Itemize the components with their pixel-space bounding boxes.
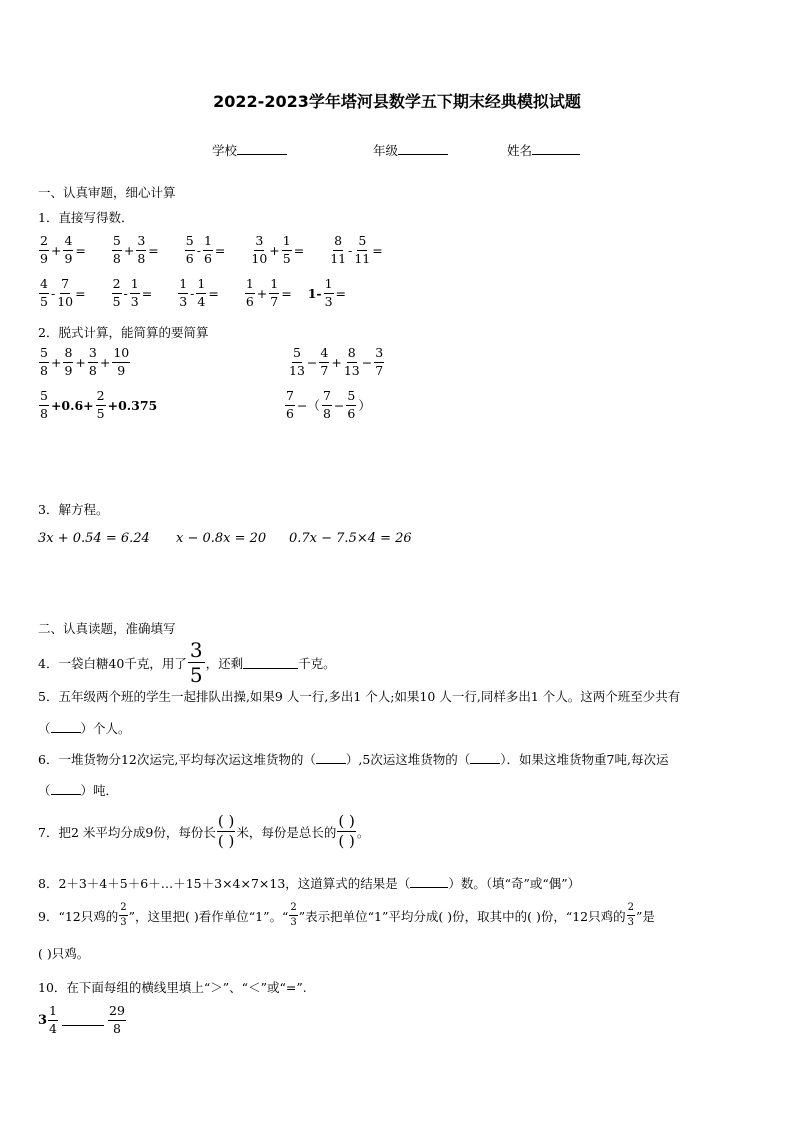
- question-5-line-2: （ ）个人。: [38, 721, 131, 736]
- name-blank[interactable]: [532, 141, 580, 155]
- comparison-blank[interactable]: [62, 1015, 104, 1026]
- question-6-line-2: （ ）吨．: [38, 783, 119, 798]
- answer-blank[interactable]: [51, 720, 81, 733]
- q1-item: $\frac{5}{6}$ - $\frac{1}{6}$ =: [185, 233, 226, 266]
- fraction: $\frac{5}{11}$: [354, 233, 371, 266]
- answer-blank[interactable]: [51, 782, 81, 795]
- equation-2: x − 0.8x = 20: [176, 531, 267, 546]
- q10-comparison: 3 $\frac{1}{4}$ $\frac{29}{8}$: [38, 1003, 125, 1036]
- fraction: $\frac{1}{5}$: [282, 233, 291, 266]
- question-9-line-1: 9．“12只鸡的 $\frac{2}{3}$ ”，这里把( )看作单位“1”。“ $\frac{2}{3}$ ”表示把单位“1”平均分成( )份，取其中的( )份，“12只鸡的 $\frac{2}{3}$ ”是: [38, 902, 655, 928]
- question-8: 8．2＋3＋4＋5＋6＋…＋15＋3×4×7×13，这道算式的结果是（ ）数。（填“奇”或“偶”）: [38, 876, 581, 891]
- q1-item: $\frac{2}{9}$ + $\frac{4}{9}$ =: [40, 233, 86, 266]
- fraction: $\frac{3}{8}$: [137, 233, 146, 266]
- fraction: $\frac{1}{6}$: [245, 276, 254, 309]
- grade-field: [373, 141, 448, 159]
- page-title: 2022-2023学年塔河县数学五下期末经典模拟试题: [213, 92, 581, 111]
- fraction: $\frac{4}{5}$: [40, 276, 48, 309]
- equation-1: 3x + 0.54 = 6.24: [38, 531, 150, 546]
- fraction: $\frac{2}{5}$: [112, 276, 121, 309]
- fraction: $\frac{5}{8}$: [112, 233, 121, 266]
- section-one-heading: 一、认真审题，细心计算: [38, 185, 176, 200]
- fraction: $\frac{7}{10}$: [57, 276, 74, 309]
- fraction: $\frac{1}{3}$: [179, 276, 188, 309]
- q2-expression-2: $\frac{5}{13}$ − $\frac{4}{7}$ + $\frac{8}{13}$ − $\frac{3}{7}$: [289, 345, 384, 378]
- answer-blank[interactable]: [470, 751, 500, 764]
- answer-blank[interactable]: [410, 875, 448, 888]
- q2-expression-4: $\frac{7}{6}$ −（ $\frac{7}{8}$ − $\frac{5}{6}$ ）: [286, 388, 371, 421]
- q1-item: $\frac{4}{5}$ - $\frac{7}{10}$ =: [40, 276, 86, 309]
- q2-expression-1: $\frac{5}{8}$ + $\frac{8}{9}$ + $\frac{3}{8}$ + $\frac{10}{9}$: [40, 345, 130, 378]
- fraction: $\frac{1}{6}$: [203, 233, 212, 266]
- question-2-label: 2．脱式计算，能简算的要简算: [38, 325, 209, 340]
- q1-item: $\frac{1}{6}$ + $\frac{1}{7}$ =: [245, 276, 292, 309]
- question-6-line-1: 6．一堆货物分12次运完,平均每次运这堆货物的（ ）,5次运这堆货物的（ ）．如果这堆货物重7吨,每次运: [38, 752, 669, 767]
- name-field: [507, 141, 580, 159]
- fraction: $\frac{2}{9}$: [40, 233, 48, 266]
- q1-item: $\frac{1}{3}$ - $\frac{1}{4}$ =: [179, 276, 219, 309]
- name-label: 姓名: [507, 143, 533, 158]
- q1-row-2: [38, 278, 347, 308]
- fraction: $\frac{3}{5}$: [189, 638, 203, 687]
- q2-expression-3: $\frac{5}{8}$ +0.6+ $\frac{2}{5}$ +0.375: [40, 388, 158, 421]
- school-field: [212, 141, 287, 159]
- fraction: $\frac{1}{3}$: [324, 276, 333, 309]
- school-label: 学校: [212, 143, 238, 158]
- answer-blank[interactable]: [316, 751, 346, 764]
- grade-blank[interactable]: [398, 141, 448, 155]
- fraction: $\frac{3}{10}$: [251, 233, 268, 266]
- question-7: 7．把2 米平均分成9份，每份长 $\frac{( )}{( )}$ 米，每份是总长的 $\frac{( )}{( )}$ 。: [38, 812, 370, 850]
- q1-item: 1- $\frac{1}{3}$ =: [307, 276, 347, 309]
- section-two-heading: 二、认真读题，准确填写: [38, 621, 176, 636]
- fraction: $\frac{1}{7}$: [270, 276, 279, 309]
- question-4: 4．一袋白糖40千克，用了 $\frac{3}{5}$ ，还剩 千克。: [38, 638, 336, 687]
- question-3-label: 3．解方程。: [38, 502, 109, 517]
- q1-item: $\frac{5}{8}$ + $\frac{3}{8}$ =: [112, 233, 159, 266]
- answer-fraction[interactable]: $\frac{( )}{( )}$: [217, 812, 235, 850]
- q1-item: $\frac{3}{10}$ + $\frac{1}{5}$ =: [251, 233, 305, 266]
- question-1-label: 1．直接写得数．: [38, 210, 134, 225]
- answer-fraction[interactable]: $\frac{( )}{( )}$: [338, 812, 355, 850]
- fraction: $\frac{5}{6}$: [185, 233, 194, 266]
- q1-item: $\frac{8}{11}$ - $\frac{5}{11}$ =: [330, 233, 383, 266]
- q1-item: $\frac{2}{5}$ - $\frac{1}{3}$ =: [112, 276, 153, 309]
- grade-label: 年级: [373, 143, 399, 158]
- q1-row-1: [38, 235, 384, 265]
- question-5-line-1: 5．五年级两个班的学生一起排队出操,如果9 人一行,多出1 个人;如果10 人一行,同样多出1 个人。这两个班至少共有: [38, 689, 681, 704]
- fraction: $\frac{1}{4}$: [197, 276, 206, 309]
- fraction: $\frac{4}{9}$: [64, 233, 73, 266]
- answer-blank[interactable]: [243, 656, 298, 669]
- question-10-label: 10．在下面每组的横线里填上“＞”、“＜”或“=”.: [38, 980, 307, 995]
- question-9-line-2: ( )只鸡。: [38, 946, 90, 961]
- school-blank[interactable]: [237, 141, 287, 155]
- equation-3: 0.7x − 7.5×4 = 26: [289, 531, 412, 546]
- fraction: $\frac{8}{11}$: [330, 233, 347, 266]
- fraction: $\frac{1}{3}$: [130, 276, 139, 309]
